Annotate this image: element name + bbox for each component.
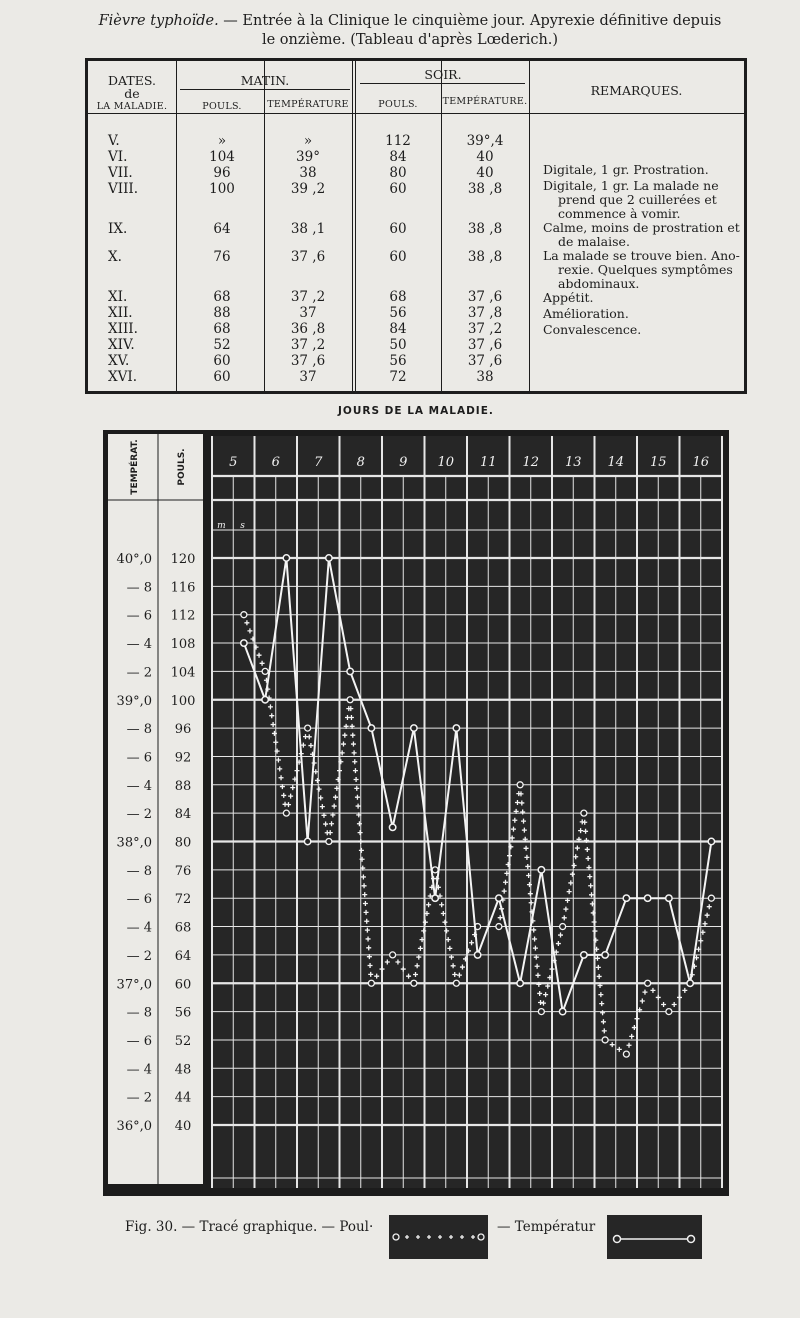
x-tick-label: 16 — [692, 455, 710, 470]
temperature-point — [368, 725, 374, 731]
temperature-point — [602, 952, 608, 958]
y-tick-temperature: — 8 — [126, 580, 152, 596]
pulse-point — [432, 867, 438, 873]
pulse-point — [283, 810, 289, 816]
y-tick-temperature: — 2 — [126, 948, 152, 964]
legend-temperature-label: Températur — [514, 1219, 596, 1235]
table-cell-sp: 60 — [389, 249, 407, 265]
y-tick-pulse: 52 — [174, 1033, 192, 1049]
table-cell-day: XII. — [108, 305, 133, 321]
temperature-point — [517, 980, 523, 986]
table-cell-mp: 100 — [209, 181, 235, 197]
table-cell-mt: 36 ,8 — [290, 321, 326, 337]
caption-title: Fièvre typhoïde. — [98, 13, 219, 29]
remark-line: La malade se trouve bien. Ano- — [543, 248, 740, 263]
table-cell-sp: 84 — [389, 321, 407, 337]
table-cell-mt: 37 — [299, 305, 317, 321]
table-cell-sp: 56 — [389, 353, 407, 369]
y-tick-pulse: 40 — [174, 1119, 192, 1134]
table-cell-sp: 60 — [389, 181, 407, 197]
table-cell-mp: 68 — [213, 289, 231, 305]
header-matin-temperature: TEMPÉRATURE — [267, 99, 349, 110]
table-cell-sp: 84 — [389, 149, 407, 165]
table-cell-sp: 60 — [389, 221, 407, 237]
legend-temp-text — [497, 1219, 595, 1235]
y-tick-pulse: 64 — [174, 948, 192, 964]
table-cell-mp: 64 — [213, 221, 231, 237]
temperature-point — [666, 895, 672, 901]
y-tick-pulse: 84 — [174, 807, 192, 823]
table-cell-mp: 68 — [213, 321, 231, 337]
y-tick-pulse: 120 — [170, 552, 196, 567]
table-cell-st: 37 ,6 — [467, 289, 503, 305]
temperature-point — [326, 555, 332, 561]
table-cell-mt: 37 ,6 — [290, 353, 326, 369]
table-cell-day: IX. — [108, 221, 128, 237]
x-tick-label: 7 — [314, 455, 323, 470]
table-cell-day: XIII. — [108, 321, 138, 337]
y-tick-pulse: 92 — [174, 750, 192, 766]
y-tick-temperature: — 8 — [126, 863, 152, 879]
pulse-point — [241, 612, 247, 618]
remark-line: de malaise. — [558, 234, 630, 249]
table-cell-mt: 37 ,6 — [290, 249, 326, 265]
table-cell-st: 40 — [476, 149, 494, 165]
pulse-point — [602, 1037, 608, 1043]
y-tick-temperature: 36°,0 — [116, 1119, 152, 1134]
table-cell-mt: 37 ,2 — [290, 289, 326, 305]
temperature-point — [304, 838, 310, 844]
legend-text: — Tracé graphique. — — [177, 1219, 340, 1235]
table-cell-day: VII. — [108, 165, 133, 181]
table-cell-day: X. — [108, 249, 122, 265]
table-cell-day: XV. — [108, 353, 130, 369]
pulse-point — [496, 924, 502, 930]
temperature-point — [241, 640, 247, 646]
remark-line: abdominaux. — [558, 276, 640, 291]
sub-label-soir: s — [240, 521, 245, 531]
temperature-point — [283, 555, 289, 561]
y-tick-temperature: — 6 — [126, 892, 152, 908]
table-cell-st: 39°,4 — [466, 133, 504, 149]
table-cell-st: 38 ,8 — [467, 221, 503, 237]
temperature-point — [389, 824, 395, 830]
y-tick-temperature: 38°,0 — [116, 835, 152, 851]
table-cell-mt: 39 ,2 — [290, 181, 326, 197]
y-tick-pulse: 68 — [174, 920, 192, 936]
header-matin-pouls: POULS. — [202, 101, 242, 112]
remark-line: Digitale, 1 gr. Prostration. — [543, 162, 709, 177]
table-cell-st: 37 ,8 — [467, 305, 503, 321]
y-tick-pulse: 112 — [170, 608, 196, 624]
table-cell-mt: 38 ,1 — [290, 221, 326, 237]
table-cell-mp: 96 — [213, 165, 231, 181]
temperature-point — [262, 697, 268, 703]
temperature-point — [581, 952, 587, 958]
pulse-point — [368, 980, 374, 986]
figure-number: Fig. 30. — [125, 1219, 178, 1235]
x-tick-label: 5 — [229, 455, 238, 470]
temperature-point — [474, 952, 480, 958]
x-tick-label: 8 — [356, 455, 365, 470]
table-cell-st: 37 ,2 — [467, 321, 503, 337]
y-tick-temperature: — 2 — [126, 807, 152, 823]
y-tick-pulse: 44 — [174, 1090, 192, 1106]
y-tick-temperature: — 6 — [126, 608, 152, 624]
legend-caption — [125, 1219, 373, 1235]
y-tick-temperature: 39°,0 — [116, 693, 152, 709]
pulse-point — [326, 839, 332, 845]
x-tick-label: 6 — [271, 455, 280, 470]
remark-line: commence à vomir. — [558, 206, 681, 221]
table-cell-st: 37 ,6 — [467, 337, 503, 353]
table-cell-mp: 76 — [213, 249, 231, 265]
table-cell-mt: 37 — [299, 369, 317, 385]
table-cell-mp: » — [217, 133, 227, 149]
y-tick-pulse: 88 — [174, 778, 192, 794]
table-cell-mp: 52 — [213, 337, 231, 353]
y-tick-pulse: 72 — [174, 892, 192, 908]
table-cell-mp: 60 — [213, 353, 231, 369]
temperature-point — [347, 668, 353, 674]
y-tick-temperature: — 2 — [126, 1090, 152, 1106]
pulse-point — [560, 924, 566, 930]
legend-sep: — — [497, 1219, 515, 1235]
table-cell-mp: 60 — [213, 369, 231, 385]
remark-line: Digitale, 1 gr. La malade ne — [543, 178, 719, 193]
y-tick-temperature: — 2 — [126, 665, 152, 681]
header-dates: DATES. — [108, 73, 156, 88]
temperature-point — [687, 980, 693, 986]
y-tick-pulse: 96 — [174, 722, 192, 738]
y-tick-pulse: 48 — [174, 1062, 192, 1078]
table-cell-st: 38 — [476, 369, 494, 385]
remark-line: Calme, moins de prostration et — [543, 220, 740, 235]
remark-line: prend que 2 cuillerées et — [558, 192, 717, 207]
legend-pouls-label: Poul· — [339, 1219, 374, 1235]
header-matin: MATIN. — [240, 73, 290, 88]
pulse-point — [347, 697, 353, 703]
y-tick-temperature: — 6 — [126, 1033, 152, 1049]
header-soir-pouls: POULS. — [378, 99, 418, 110]
pulse-point — [708, 895, 714, 901]
pulse-point — [581, 810, 587, 816]
table-cell-day: VI. — [108, 149, 128, 165]
caption-text: — Entrée à la Clinique le cinquième jour. Apyrexie définitive depuis — [218, 13, 722, 29]
y-tick-temperature: — 4 — [126, 1062, 152, 1078]
y-tick-temperature: — 4 — [126, 778, 152, 794]
pulse-point — [390, 952, 396, 958]
y-tick-pulse: 56 — [174, 1005, 192, 1021]
y-tick-temperature: 40°,0 — [116, 552, 152, 567]
header-soir-temperature: TEMPÉRATURE. — [442, 96, 528, 107]
temperature-point — [538, 867, 544, 873]
temperature-point — [453, 725, 459, 731]
table-cell-sp: 68 — [389, 289, 407, 305]
table-cell-mt: » — [303, 133, 313, 149]
pulse-point — [645, 980, 651, 986]
pulse-point — [305, 725, 311, 731]
pulse-point — [453, 980, 459, 986]
table-cell-day: VIII. — [108, 181, 139, 197]
table-cell-day: V. — [108, 133, 120, 149]
remark-line: Amélioration. — [543, 306, 629, 321]
y-tick-pulse: 100 — [170, 693, 196, 709]
y-tick-pulse: 104 — [170, 665, 196, 681]
temperature-point — [644, 895, 650, 901]
pulse-point — [411, 980, 417, 986]
table-cell-sp: 80 — [389, 165, 407, 181]
header-la-maladie: LA MALADIE. — [96, 101, 168, 112]
y-axis-temperature-header: TEMPÉRAT. — [130, 439, 140, 495]
y-tick-pulse: 60 — [174, 977, 192, 993]
pulse-point — [666, 1009, 672, 1015]
header-soir: SOIR. — [424, 67, 462, 82]
table-cell-day: XI. — [108, 289, 128, 305]
caption-line2: le onzième. (Tableau d'après Lœderich.) — [261, 32, 559, 48]
y-tick-pulse: 80 — [174, 835, 192, 851]
x-tick-label: 12 — [522, 455, 540, 470]
sub-label-matin: m — [217, 521, 226, 531]
temperature-point — [496, 895, 502, 901]
y-tick-temperature: — 4 — [126, 920, 152, 936]
table-cell-st: 38 ,8 — [467, 249, 503, 265]
table-cell-st: 38 ,8 — [467, 181, 503, 197]
pulse-point — [262, 668, 268, 674]
table-cell-mp: 88 — [213, 305, 231, 321]
table-cell-mt: 38 — [299, 165, 317, 181]
y-tick-temperature: 37°,0 — [116, 977, 152, 993]
table-cell-sp: 112 — [385, 133, 411, 149]
y-axis-pulse-header: POULS. — [177, 448, 187, 486]
x-tick-label: 13 — [564, 455, 582, 470]
pulse-point — [623, 1051, 629, 1057]
x-tick-label: 14 — [607, 455, 625, 470]
remark-line: Convalescence. — [543, 322, 642, 337]
temperature-point — [623, 895, 629, 901]
table-cell-st: 40 — [476, 165, 494, 181]
y-tick-temperature: — 6 — [126, 750, 152, 766]
table-cell-sp: 50 — [389, 337, 407, 353]
table-cell-mt: 37 ,2 — [290, 337, 326, 353]
header-de: de — [124, 86, 140, 101]
x-tick-label: 15 — [649, 455, 667, 470]
table-cell-mp: 104 — [209, 149, 235, 165]
x-tick-label: 9 — [399, 455, 408, 470]
header-remarques: REMARQUES. — [590, 83, 683, 98]
remark-line: Appétit. — [543, 290, 594, 305]
table-cell-mt: 39° — [296, 149, 320, 165]
temperature-point — [411, 725, 417, 731]
chart-title: JOURS DE LA MALADIE. — [338, 405, 494, 417]
pulse-point — [517, 782, 523, 788]
table-cell-day: XIV. — [108, 337, 135, 353]
y-tick-temperature: — 8 — [126, 722, 152, 738]
y-tick-pulse: 76 — [174, 863, 192, 879]
y-tick-temperature: — 4 — [126, 637, 152, 653]
pulse-point — [538, 1009, 544, 1015]
temperature-point — [432, 895, 438, 901]
x-tick-label: 11 — [479, 455, 497, 470]
table-cell-sp: 56 — [389, 305, 407, 321]
y-tick-pulse: 108 — [170, 637, 196, 653]
y-tick-pulse: 116 — [170, 580, 196, 596]
remark-line: rexie. Quelques symptômes — [558, 262, 733, 277]
table-cell-sp: 72 — [389, 369, 407, 385]
x-tick-label: 10 — [437, 455, 455, 470]
y-tick-temperature: — 8 — [126, 1005, 152, 1021]
table-cell-day: XVI. — [108, 369, 137, 385]
table-cell-st: 37 ,6 — [467, 353, 503, 369]
temperature-point — [708, 838, 714, 844]
temperature-point — [559, 1008, 565, 1014]
